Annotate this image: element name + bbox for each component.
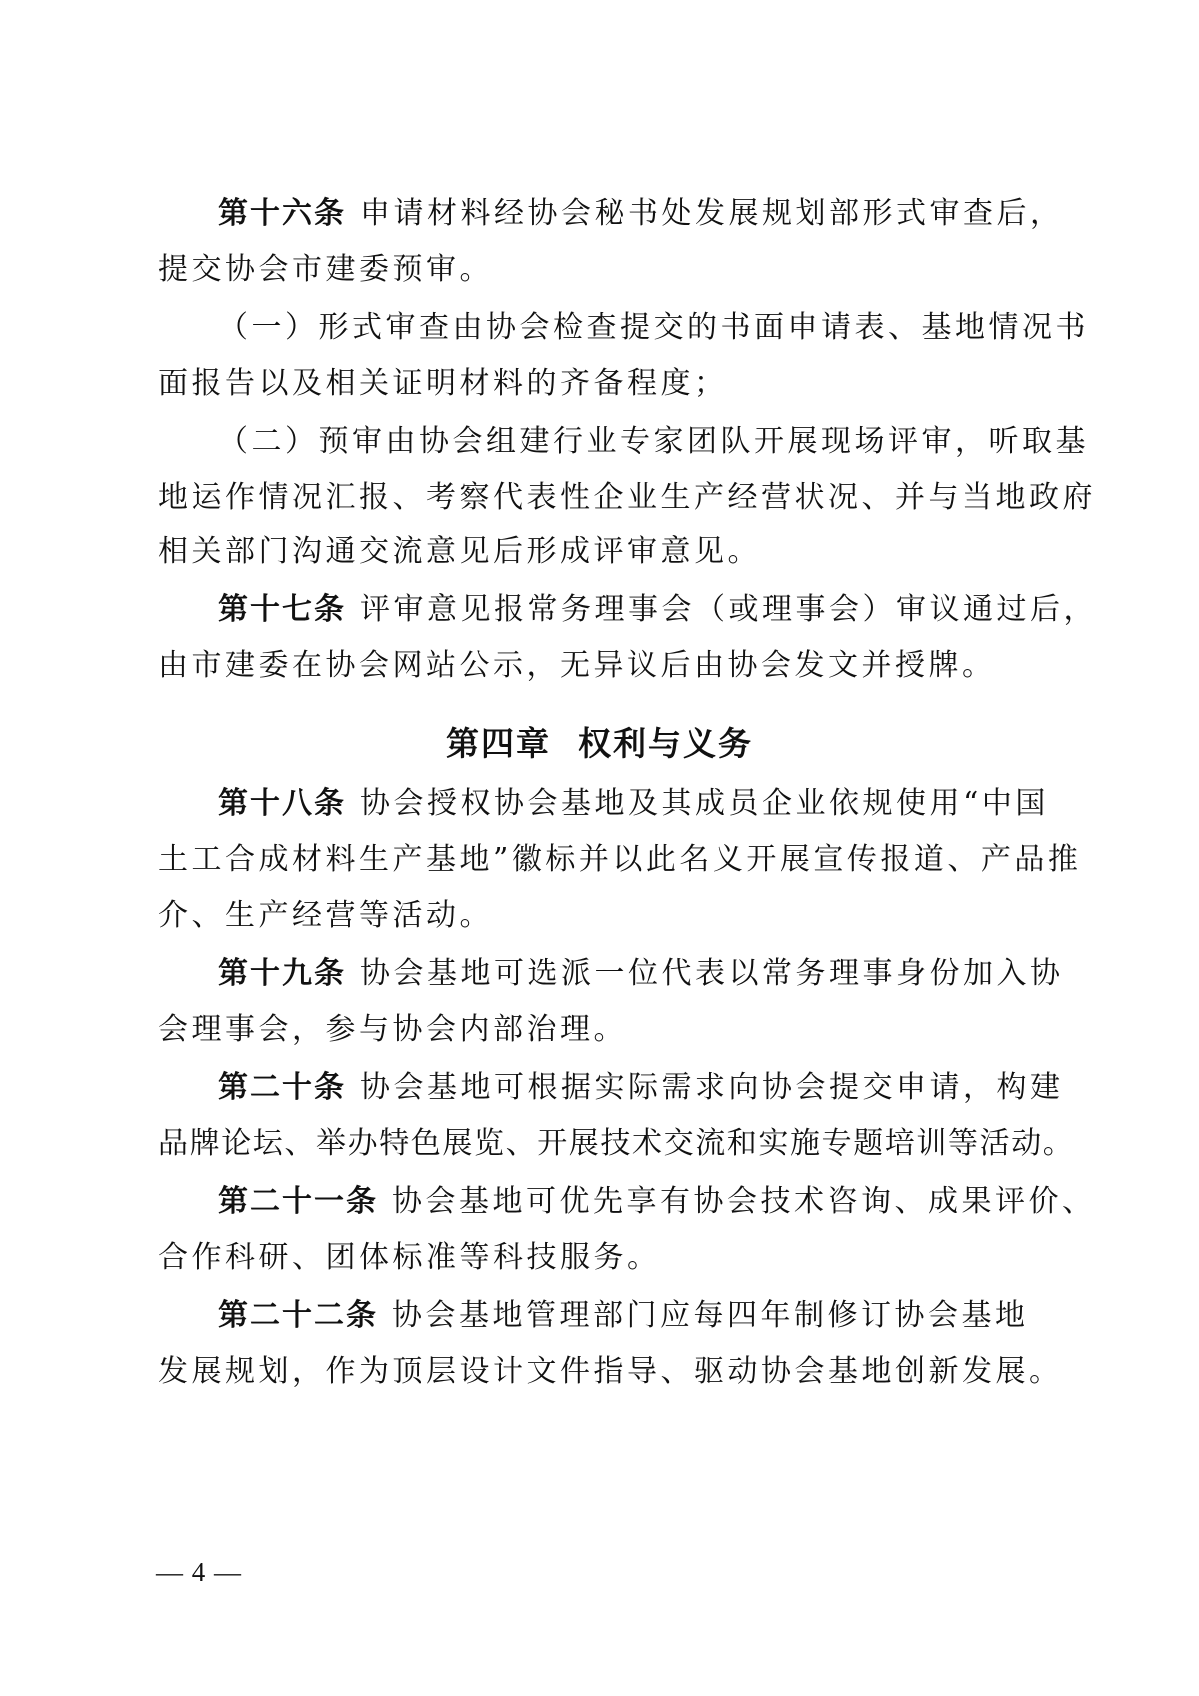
article-20-text: 协会基地可根据实际需求向协会提交申请，构建: [360, 1070, 1064, 1105]
article-16-item-1-line-2: 面报告以及相关证明材料的齐备程度；: [158, 366, 728, 401]
article-21-text: 协会基地可优先享有协会技术咨询、成果评价、: [392, 1184, 1096, 1219]
page-number: — 4 —: [156, 1557, 242, 1587]
article-19-heading: 第十九条: [218, 956, 346, 991]
article-16-item-2-line-1: （二）预审由协会组建行业专家团队开展现场评审，听取基: [218, 424, 1089, 459]
article-22-line-1: [218, 1296, 1058, 1336]
article-20-heading: 第二十条: [218, 1070, 346, 1105]
article-17-line-2: 由市建委在协会网站公示，无异议后由协会发文并授牌。: [158, 648, 996, 683]
article-20-line-2: 品牌论坛、举办特色展览、开展技术交流和实施专题培训等活动。: [158, 1126, 1075, 1161]
article-17-line-1: [218, 590, 1097, 630]
article-18-line-3: 介、生产经营等活动。: [158, 898, 493, 933]
article-21-line-1: [218, 1182, 1096, 1222]
article-16-line-2: 提交协会市建委预审。: [158, 252, 493, 287]
article-18-line-1: [218, 784, 1058, 824]
chapter-heading: 第四章 权利与义务: [446, 724, 753, 763]
article-21-heading: 第二十一条: [218, 1184, 378, 1219]
article-16-item-1-line-1: （一）形式审查由协会检查提交的书面申请表、基地情况书: [218, 310, 1089, 345]
article-16-item-2-line-2: 地运作情况汇报、考察代表性企业生产经营状况、并与当地政府: [158, 480, 1096, 515]
article-19-line-1: [218, 954, 1064, 994]
article-22-text: 协会基地管理部门应每四年制修订协会基地: [392, 1298, 1029, 1333]
article-22-line-2: 发展规划，作为顶层设计文件指导、驱动协会基地创新发展。: [158, 1354, 1063, 1389]
article-19-line-2: 会理事会，参与协会内部治理。: [158, 1012, 627, 1047]
article-17-text: 评审意见报常务理事会（或理事会）审议通过后，: [360, 592, 1097, 627]
article-16-line-1: [218, 194, 1064, 234]
article-21-line-2: 合作科研、团体标准等科技服务。: [158, 1240, 661, 1275]
article-18-heading: 第十八条: [218, 786, 346, 821]
article-18-line-2: 土工合成材料生产基地”徽标并以此名义开展宣传报道、产品推: [158, 842, 1082, 877]
article-18-text: 协会授权协会基地及其成员企业依规使用“中国: [360, 786, 1049, 821]
article-16-text: 申请材料经协会秘书处发展规划部形式审查后，: [360, 196, 1064, 231]
article-20-line-1: [218, 1068, 1064, 1108]
article-22-heading: 第二十二条: [218, 1298, 378, 1333]
article-16-heading: 第十六条: [218, 196, 346, 231]
article-19-text: 协会基地可选派一位代表以常务理事身份加入协: [360, 956, 1064, 991]
article-17-heading: 第十七条: [218, 592, 346, 627]
article-16-item-2-line-3: 相关部门沟通交流意见后形成评审意见。: [158, 534, 761, 569]
